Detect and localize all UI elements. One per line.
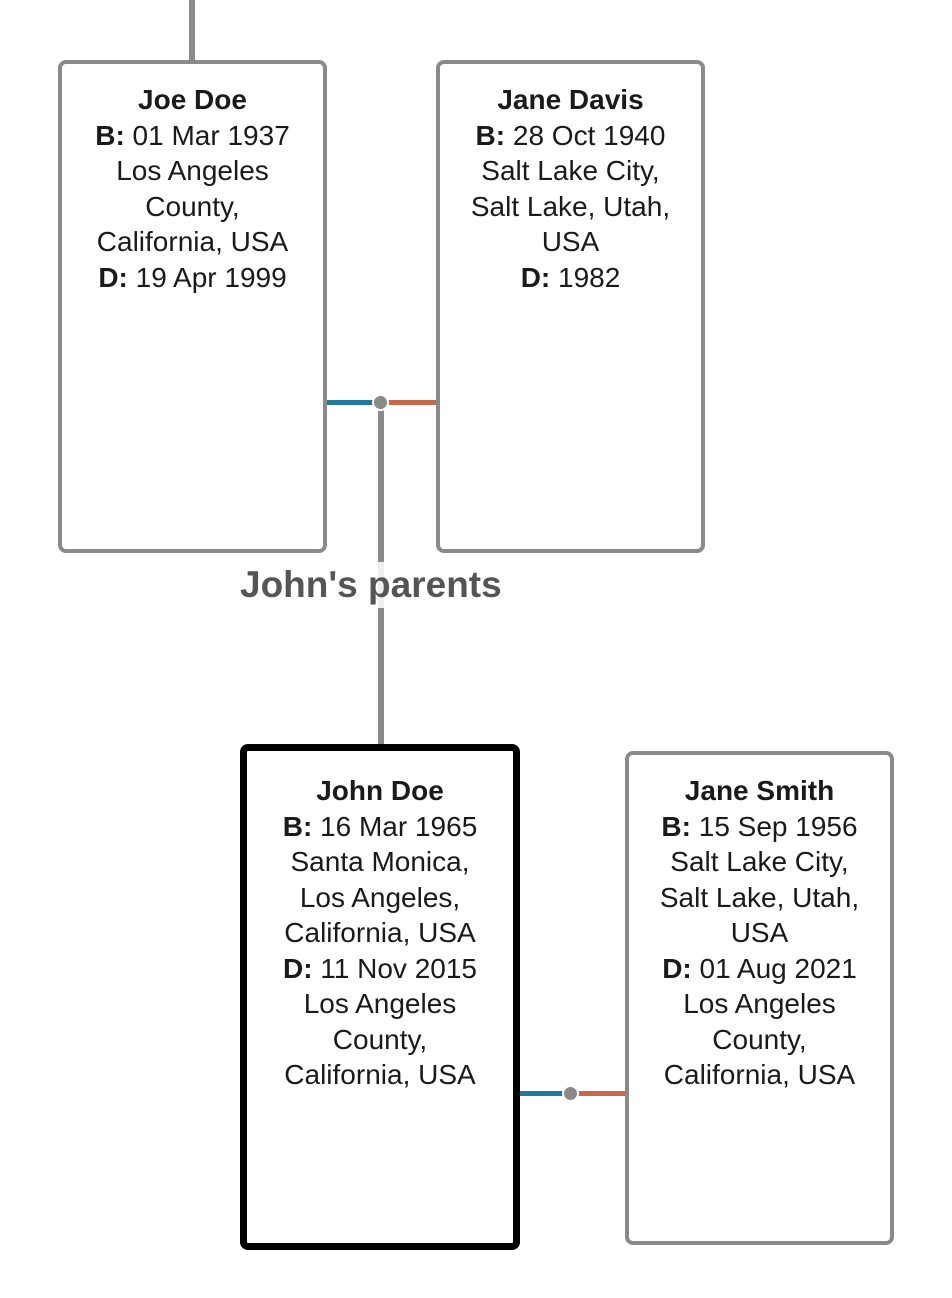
death-place-line: County, <box>332 1023 428 1055</box>
birth-place-line: California, USA <box>284 917 476 948</box>
birth-label: B: <box>661 810 691 842</box>
death-label: D: <box>282 952 313 984</box>
death-place-line: California, USA <box>663 1059 856 1090</box>
person-card-john-doe[interactable] <box>240 744 520 1250</box>
birth-place-line: Los Angeles, <box>299 881 461 913</box>
death-place-line: California, USA <box>284 1059 476 1090</box>
birth-label: B: <box>282 810 313 842</box>
birth-date: 01 Mar 1937 <box>132 119 290 151</box>
death-date: 19 Apr 1999 <box>135 261 287 293</box>
birth-place-line: Salt Lake City, <box>481 155 660 186</box>
parents-group-label: John's parents <box>240 562 502 608</box>
birth-place-line: USA <box>541 226 600 257</box>
death-date: 01 Aug 2021 <box>699 952 857 984</box>
birth-place-line: County, <box>145 190 240 222</box>
birth-place-line: California, USA <box>96 226 289 257</box>
birth-place-line: Salt Lake City, <box>670 846 849 877</box>
death-date: 1982 <box>558 261 621 293</box>
death-label: D: <box>662 952 692 984</box>
parents-union-dot[interactable] <box>372 394 389 411</box>
person-card-jane-davis[interactable] <box>436 60 705 553</box>
death-date: 11 Nov 2015 <box>320 952 478 984</box>
john-jane-union-dot[interactable] <box>562 1085 579 1102</box>
birth-date: 15 Sep 1956 <box>698 810 858 842</box>
birth-place-line: USA <box>730 917 789 948</box>
birth-date: 16 Mar 1965 <box>320 810 478 842</box>
person-name: John Doe <box>316 775 444 806</box>
birth-label: B: <box>475 119 506 151</box>
birth-place-line: Salt Lake, Utah, <box>659 881 860 913</box>
death-label: D: <box>98 261 128 293</box>
death-place-line: Los Angeles <box>683 988 836 1019</box>
ancestor-connector-line <box>189 0 195 62</box>
person-name: Jane Smith <box>684 775 835 806</box>
birth-place-line: Santa Monica, <box>290 846 470 877</box>
death-place-line: County, <box>712 1023 807 1055</box>
birth-label: B: <box>95 119 125 151</box>
person-name: Joe Doe <box>138 84 247 115</box>
death-place-line: Los Angeles <box>303 988 457 1019</box>
person-name: Jane Davis <box>497 84 644 115</box>
death-label: D: <box>520 261 551 293</box>
person-card-jane-smith[interactable] <box>625 751 894 1245</box>
birth-place-line: Salt Lake, Utah, <box>470 190 671 222</box>
person-card-joe-doe[interactable] <box>58 60 327 553</box>
birth-place-line: Los Angeles <box>116 155 269 186</box>
birth-date: 28 Oct 1940 <box>512 119 666 151</box>
